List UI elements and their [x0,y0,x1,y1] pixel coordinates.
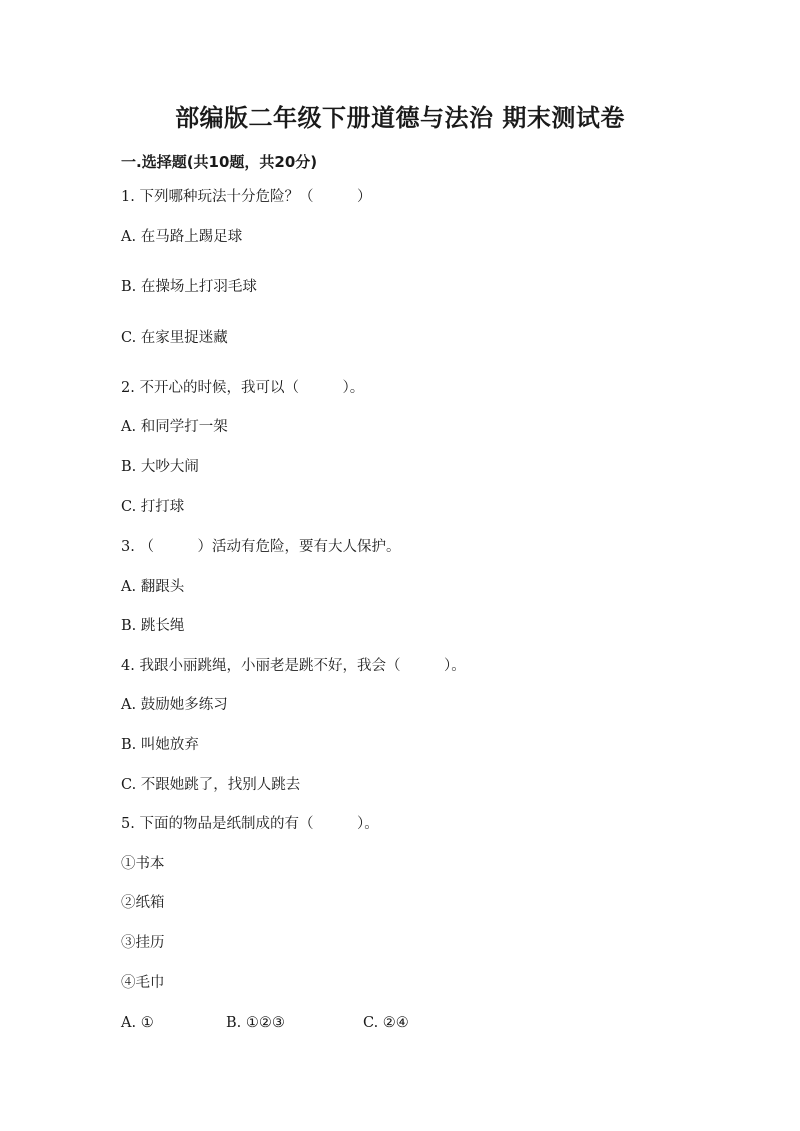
question-2-option-b: B. 大吵大闹 [121,459,199,475]
question-5-item-2: ②纸箱 [121,895,165,911]
page-title: 部编版二年级下册道德与法治 期末测试卷 [175,104,625,132]
question-5-option-b: B. ①②③ [226,1015,285,1031]
question-1-option-c: C. 在家里捉迷藏 [121,330,228,346]
question-1-option-b: B. 在操场上打羽毛球 [121,279,257,295]
question-5-option-c: C. ②④ [363,1015,409,1031]
question-1-option-a: A. 在马路上踢足球 [121,229,243,245]
question-5-stem: 5. 下面的物品是纸制成的有（ ）。 [121,816,379,832]
question-2-option-a: A. 和同学打一架 [121,419,228,435]
question-5-item-4: ④毛巾 [121,975,165,991]
question-1-stem: 1. 下列哪种玩法十分危险？（ ） [121,189,372,205]
question-5-item-3: ③挂历 [121,935,165,951]
question-4-stem: 4. 我跟小丽跳绳，小丽老是跳不好，我会（ ）。 [121,658,466,674]
question-3-option-b: B. 跳长绳 [121,618,185,634]
question-2-option-c: C. 打打球 [121,499,185,515]
question-4-option-a: A. 鼓励她多练习 [121,697,228,713]
question-4-option-b: B. 叫她放弃 [121,737,199,753]
question-2-stem: 2. 不开心的时候，我可以（ ）。 [121,380,365,396]
question-4-option-c: C. 不跟她跳了，找别人跳去 [121,777,301,793]
question-5-item-1: ①书本 [121,856,165,872]
question-3-stem: 3. （ ）活动有危险，要有大人保护。 [121,539,401,555]
question-3-option-a: A. 翻跟头 [121,579,185,595]
section-heading: 一.选择题(共10题，共20分) [121,153,318,171]
question-5-option-a: A. ① [121,1015,154,1031]
